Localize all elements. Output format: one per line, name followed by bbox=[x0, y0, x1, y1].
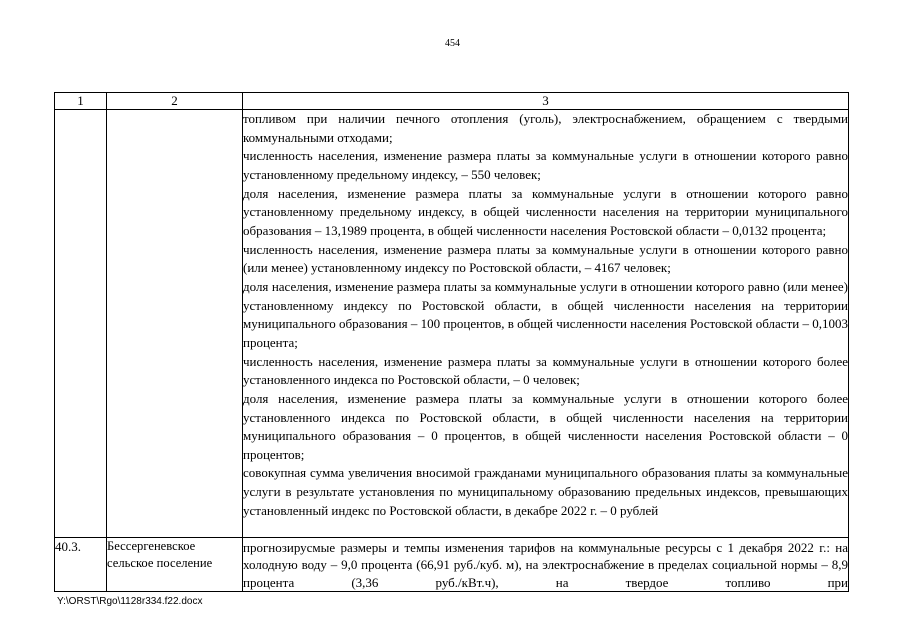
municipality-name-line2: сельское поселение bbox=[107, 556, 213, 571]
content-paragraph: доля населения, изменение размера платы за коммунальные услуги в отношении которого более установленного индекса по Ростовской области, в общей численности населения на территории муниципального образования – 0 процентов, в общей численности населения Ростовской области – 0 процентов; bbox=[243, 390, 848, 462]
content-paragraph: доля населения, изменение размера платы за коммунальные услуги в отношении которого равно (или менее) установленному индексу по Ростовской области, в общей численности населения на территории муниципального образования – 100 процентов, в общей численности населения Ростовской области – 0,1003 процента; bbox=[243, 278, 848, 350]
row-content-cell bbox=[243, 538, 849, 592]
column-header-1: 1 bbox=[55, 93, 107, 110]
document-table bbox=[54, 92, 849, 592]
column-header-2: 2 bbox=[107, 93, 243, 110]
row-name-cell bbox=[107, 538, 243, 592]
content-paragraph: численность населения, изменение размера платы за коммунальные услуги в отношении которого равно установленному предельному индексу, – 550 человек; bbox=[243, 148, 848, 182]
footer-file-path: Y:\ORST\Rgo\1128r334.f22.docx bbox=[57, 596, 203, 607]
row-number-cell: 40.3. bbox=[55, 538, 107, 592]
content-paragraph: численность населения, изменение размера платы за коммунальные услуги в отношении которого более установленного индекса по Ростовской области, – 0 человек; bbox=[243, 353, 848, 388]
municipality-name-line1: Бессергеневское bbox=[107, 539, 196, 553]
content-paragraph: прогнозирусмые размеры и темпы изменения тарифов на коммунальные ресурсы с 1 декабря 2022 г.: на холодную воду – 9,0 процента (66,91 руб./куб. м), на электроснабжение в пределах социальной нормы – 8,9 процента (3,36 руб./кВт.ч), на твердое топливо при bbox=[243, 540, 848, 590]
content-paragraph: топливом при наличии печного отопления (уголь), электроснабжением, обращением с твердыми коммунальными отходами; bbox=[243, 111, 848, 145]
page-number: 454 bbox=[445, 38, 460, 49]
table-header-row bbox=[55, 93, 849, 110]
content-paragraph: доля населения, изменение размера платы за коммунальные услуги в отношении которого равно установленному предельному индексу, в общей численности населения на территории муниципального образования – 13,1989 процента, в общей численности населения Ростовской области – 0,0132 процента; bbox=[243, 185, 848, 238]
column-header-3: 3 bbox=[243, 93, 849, 110]
table-row bbox=[55, 110, 849, 538]
content-paragraph: численность населения, изменение размера платы за коммунальные услуги в отношении которого равно (или менее) установленному индексу по Ростовской области, – 4167 человек; bbox=[243, 241, 848, 276]
row-content-cell bbox=[243, 110, 849, 538]
content-paragraph: совокупная сумма увеличения вносимой гражданами муниципального образования платы за коммунальные услуги в результате установления по муниципальному образованию предельных индексов, превышающих установленный индекс по Ростовской области, в декабре 2022 г. – 0 рублей bbox=[243, 465, 848, 518]
row-name-cell bbox=[107, 110, 243, 538]
row-number-cell bbox=[55, 110, 107, 538]
table-row bbox=[55, 538, 849, 592]
